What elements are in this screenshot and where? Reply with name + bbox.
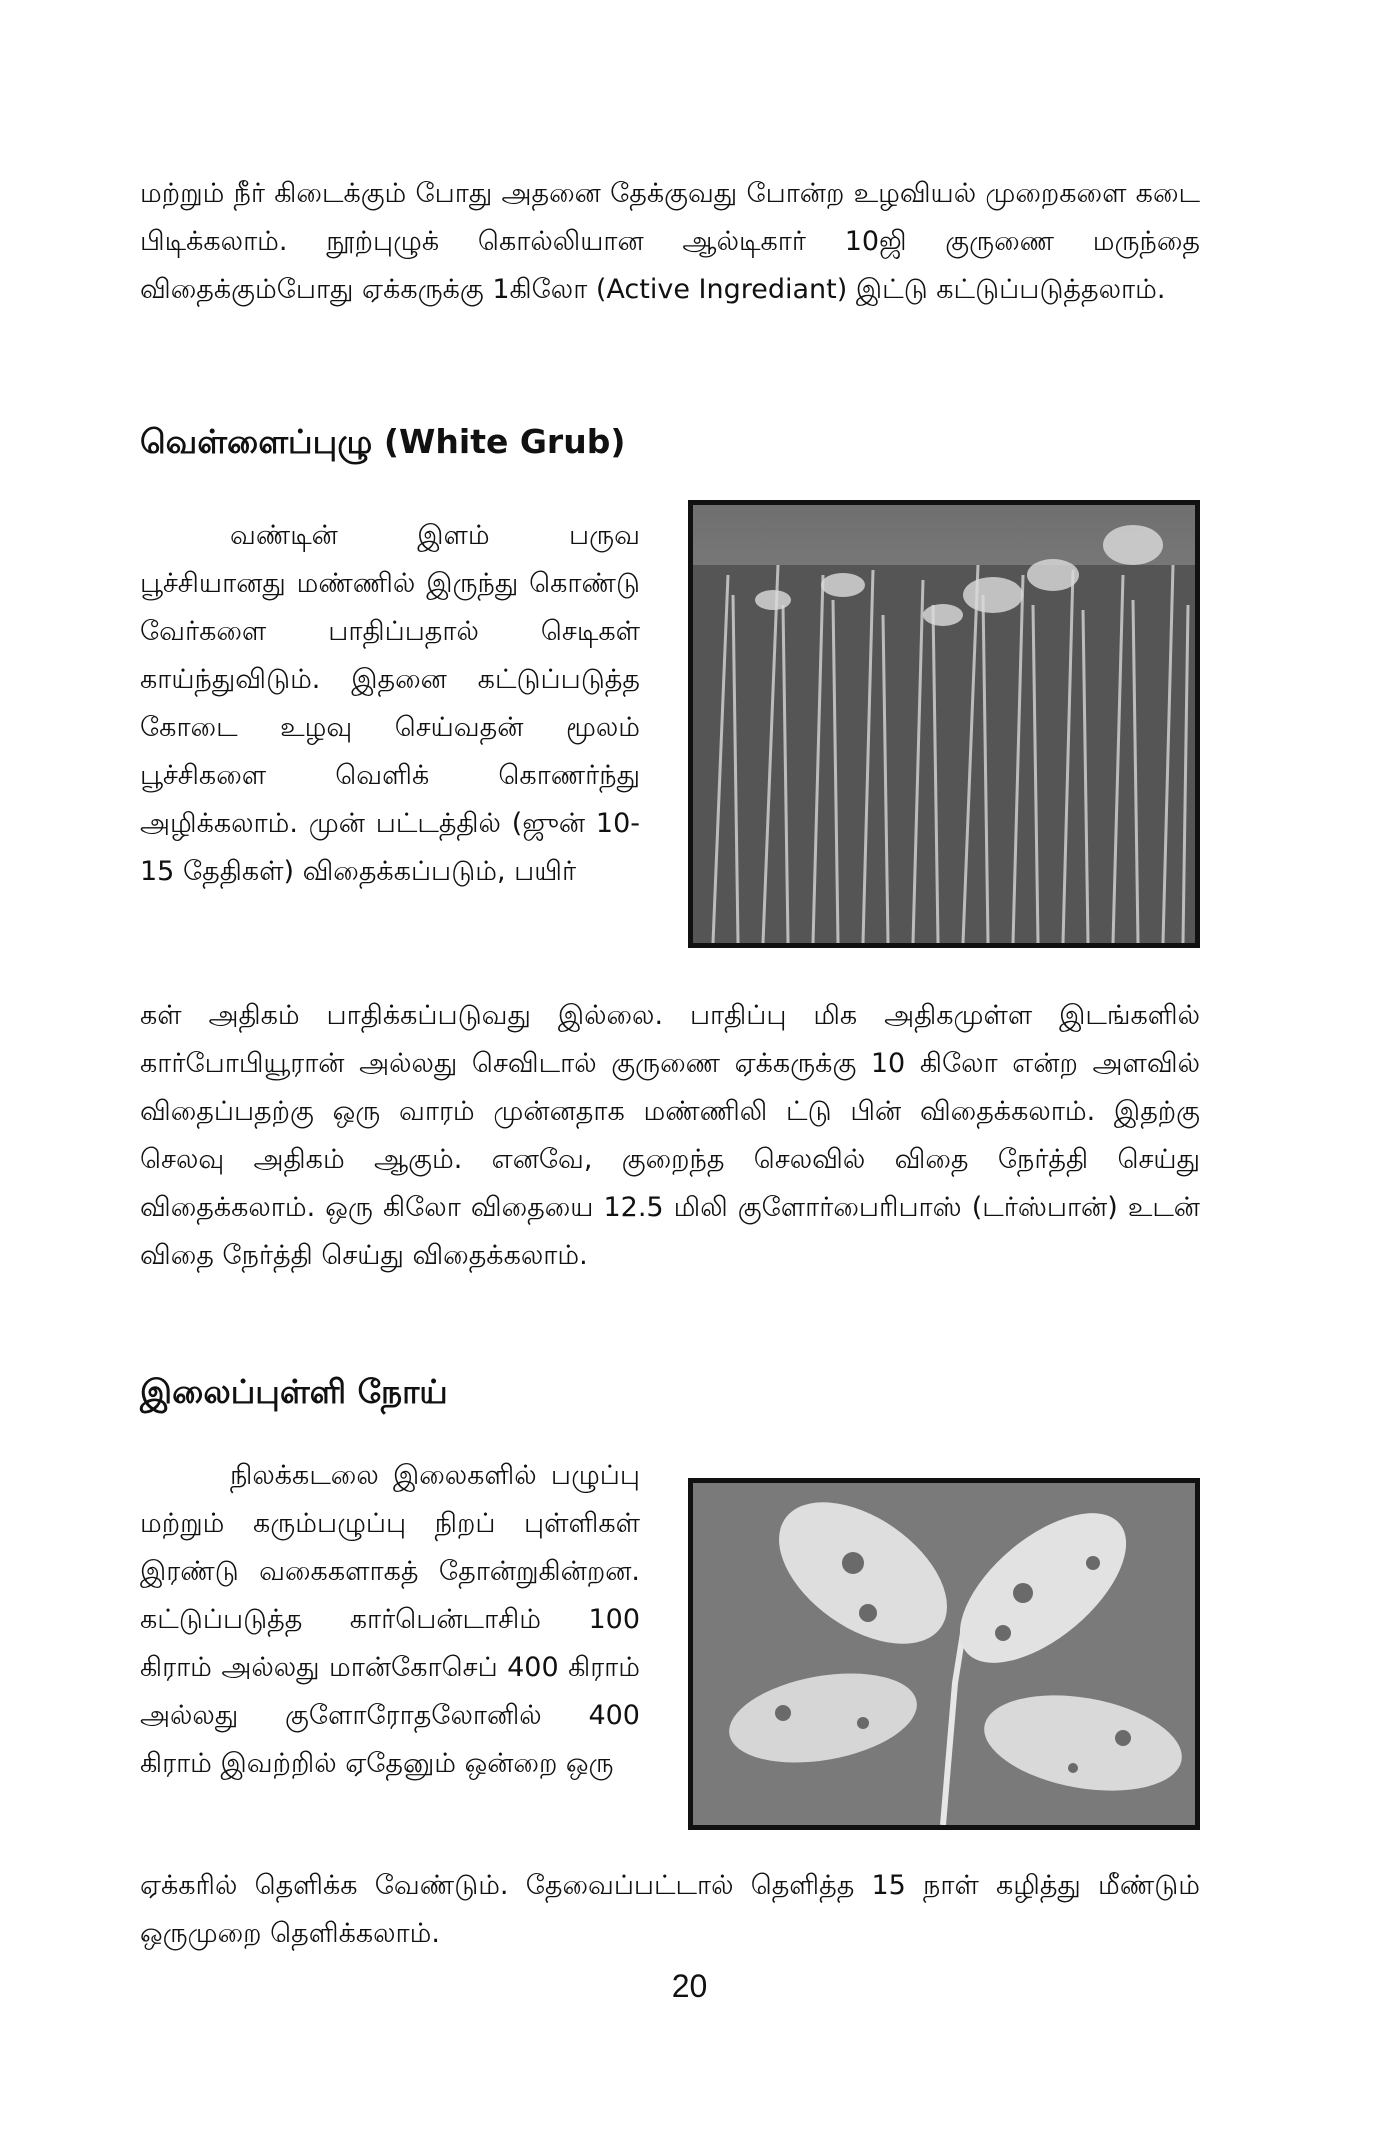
intro-paragraph: மற்றும் நீர் கிடைக்கும் போது அதனை தேக்குவது போன்ற உழவியல் முறைகளை கடை பிடிக்கலாம். நூற்புழுக் கொல்லியான ஆல்டிகார் 10ஜி குருணை மருந்தை விதைக்கும்போது ஏக்கருக்கு 1கிலோ (Active Ingrediant) இட்டு கட்டுப்படுத்தலாம். xyxy=(140,178,1200,305)
crop-field-image xyxy=(693,505,1195,943)
leaf-spot-text-continued: ஏக்கரில் தெளிக்க வேண்டும். தேவைப்பட்டால் தெளித்த 15 நாள் கழித்து மீண்டும் ஒருமுறை தெளிக்கலாம். xyxy=(140,1870,1200,1949)
leaf-spot-image xyxy=(693,1483,1195,1825)
page-number: 20 xyxy=(671,1968,708,2004)
white-grub-heading: வெள்ளைப்புழு (White Grub) xyxy=(140,422,626,461)
leaf-spot-photo xyxy=(688,1478,1200,1830)
white-grub-text: வண்டின் இளம் பருவ பூச்சியானது மண்ணில் இருந்து கொண்டு வேர்களை பாதிப்பதால் செடிகள் காய்ந்துவிடும். இதனை கட்டுப்படுத்த கோடை உழவு செய்வதன் மூலம் பூச்சிகளை வெளிக் கொணர்ந்து அழிக்கலாம். முன் பட்டத்தில் (ஜுன் 10-15 தேதிகள்) விதைக்கப்படும், பயிர் xyxy=(140,520,640,887)
white-grub-text-beside-image xyxy=(140,512,640,896)
leaf-spot-text: நிலக்கடலை இலைகளில் பழுப்பு மற்றும் கரும்பழுப்பு நிறப் புள்ளிகள் இரண்டு வகைகளாகத் தோன்றுகின்றன. கட்டுப்படுத்த கார்பென்டாசிம் 100 கிராம் அல்லது மான்கோசெப் 400 கிராம் அல்லது குளோரோதலோனில் 400 கிராம் இவற்றில் ஏதேனும் ஒன்றை ஒரு xyxy=(140,1460,640,1779)
leaf-spot-text-beside-image xyxy=(140,1452,640,1788)
leaf-spot-heading: இலைப்புள்ளி நோய் xyxy=(140,1372,448,1411)
white-grub-text-continued: கள் அதிகம் பாதிக்கப்படுவது இல்லை. பாதிப்பு மிக அதிகமுள்ள இடங்களில் கார்போபியூரான் அல்லது செவிடால் குருணை ஏக்கருக்கு 10 கிலோ என்ற அளவில் விதைப்பதற்கு ஒரு வாரம் முன்னதாக மண்ணிலி ட்டு பின் விதைக்கலாம். இதற்கு செலவு அதிகம் ஆகும். எனவே, குறைந்த செலவில் விதை நேர்த்தி செய்து விதைக்கலாம். ஒரு கிலோ விதையை 12.5 மிலி குளோர்பைரிபாஸ் (டர்ஸ்பான்) உடன் விதை நேர்த்தி செய்து விதைக்கலாம். xyxy=(140,1000,1200,1271)
white-grub-crop-photo xyxy=(688,500,1200,948)
